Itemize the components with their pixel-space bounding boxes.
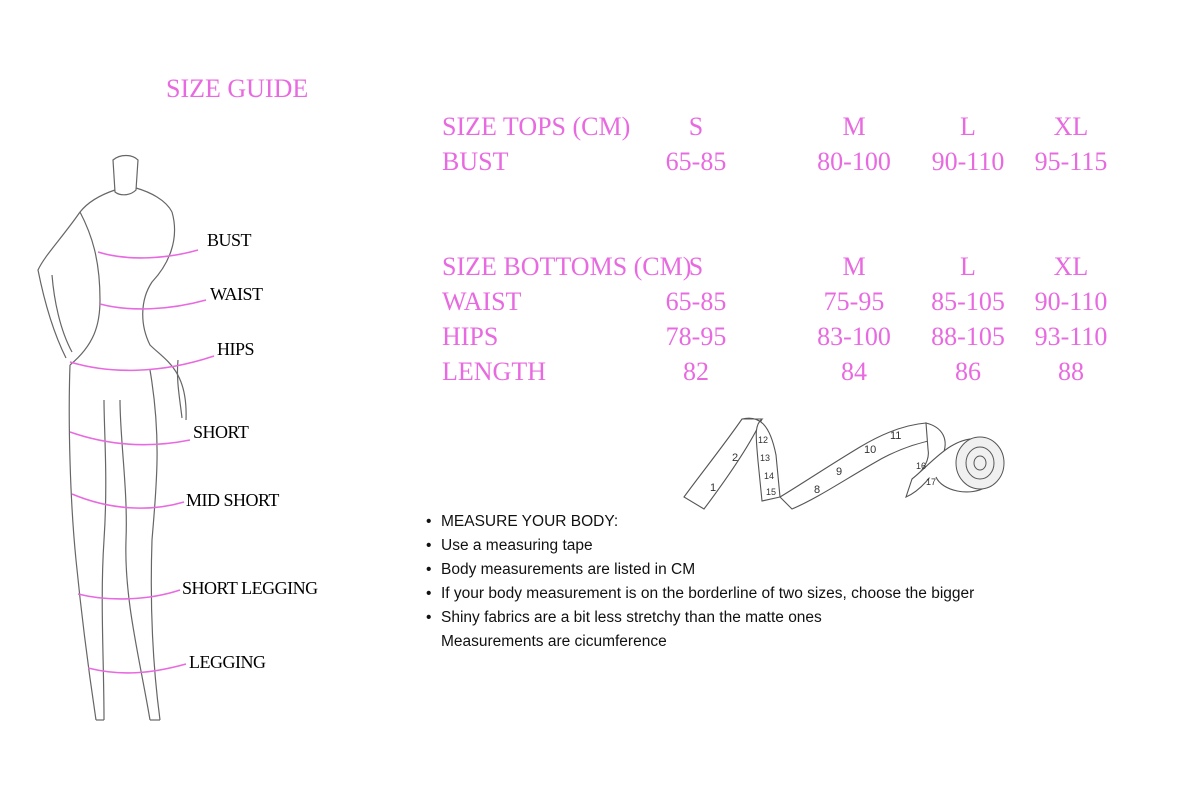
tape-number: 9 — [836, 466, 843, 478]
note-text: Use a measuring tape — [441, 537, 593, 554]
table-cell: 90-110 — [931, 147, 1005, 176]
table-cell: 84 — [841, 357, 867, 386]
tape-roll — [956, 437, 1004, 489]
tape-number: 15 — [766, 487, 777, 497]
table-header-cell: L — [960, 252, 976, 281]
table-cell: 85-105 — [931, 287, 1005, 316]
table-header-cell: M — [842, 112, 866, 141]
table-cell: 88-105 — [931, 322, 1005, 351]
measuring-tape-icon — [680, 405, 1010, 515]
tape-number: 8 — [814, 484, 821, 496]
bust-line — [98, 250, 198, 258]
note-text: If your body measurement is on the borderline of two sizes, choose the bigger — [441, 585, 975, 602]
label-hips: HIPS — [217, 339, 255, 359]
list-item — [426, 510, 974, 534]
label-bust: BUST — [207, 230, 252, 250]
table-cell: 80-100 — [817, 147, 891, 176]
short-line — [70, 432, 190, 445]
bullet-icon: • — [426, 537, 432, 554]
label-legging: LEGGING — [189, 652, 266, 672]
tape-number: 11 — [890, 430, 902, 442]
bullet-icon: • — [426, 585, 432, 602]
tape-number: 16 — [916, 461, 927, 471]
label-mid-short: MID SHORT — [186, 490, 279, 510]
list-item — [426, 534, 974, 558]
hips-line — [70, 356, 214, 370]
mannequin-outline — [38, 156, 186, 721]
tape-number: 13 — [760, 453, 771, 463]
table-cell: 83-100 — [817, 322, 891, 351]
bullet-icon: • — [426, 513, 432, 530]
table-header-cell: S — [688, 112, 704, 141]
table-row-label: HIPS — [442, 322, 499, 351]
table-cell: 75-95 — [823, 287, 885, 316]
note-text: MEASURE YOUR BODY: — [441, 513, 619, 530]
mannequin-figure — [0, 140, 330, 740]
table-header-cell: SIZE BOTTOMS (CM) — [442, 252, 692, 281]
table-cell: 90-110 — [1034, 287, 1108, 316]
table-cell: 78-95 — [665, 322, 727, 351]
notes-footer: Measurements are cicumference — [441, 633, 667, 650]
tape-number: 2 — [732, 452, 739, 464]
measurement-notes — [426, 510, 974, 654]
list-item — [426, 558, 974, 582]
table-row-label: WAIST — [442, 287, 522, 316]
table-cell: 82 — [683, 357, 709, 386]
label-short: SHORT — [193, 422, 249, 442]
table-row-label: BUST — [442, 147, 509, 176]
tape-number: 14 — [764, 471, 775, 481]
table-header-cell: S — [688, 252, 704, 281]
bullet-icon: • — [426, 561, 432, 578]
tape-number: 12 — [758, 435, 769, 445]
list-item — [426, 582, 974, 606]
label-waist: WAIST — [210, 284, 263, 304]
bullet-icon: • — [426, 609, 432, 626]
note-text: Shiny fabrics are a bit less stretchy than the matte ones — [441, 609, 822, 626]
table-header-cell: XL — [1053, 112, 1089, 141]
table-header-cell: SIZE TOPS (CM) — [442, 112, 631, 141]
mid-short-line — [72, 494, 184, 508]
table-header-cell: XL — [1053, 252, 1089, 281]
waist-line — [100, 300, 206, 309]
table-cell: 65-85 — [665, 147, 727, 176]
measurement-lines — [70, 250, 214, 673]
list-item — [426, 606, 974, 630]
table-cell: 88 — [1058, 357, 1084, 386]
tape-number: 10 — [864, 444, 877, 456]
table-cell: 86 — [955, 357, 981, 386]
table-header-cell: M — [842, 252, 866, 281]
table-row-label: LENGTH — [442, 357, 546, 386]
table-cell: 93-110 — [1034, 322, 1108, 351]
label-short-legging: SHORT LEGGING — [182, 578, 318, 598]
table-cell: 95-115 — [1034, 147, 1108, 176]
table-cell: 65-85 — [665, 287, 727, 316]
tape-number: 17 — [926, 477, 937, 487]
table-header-cell: L — [960, 112, 976, 141]
page-title: SIZE GUIDE — [166, 74, 309, 103]
tape-number: 1 — [710, 482, 717, 494]
note-text: Body measurements are listed in CM — [441, 561, 696, 578]
